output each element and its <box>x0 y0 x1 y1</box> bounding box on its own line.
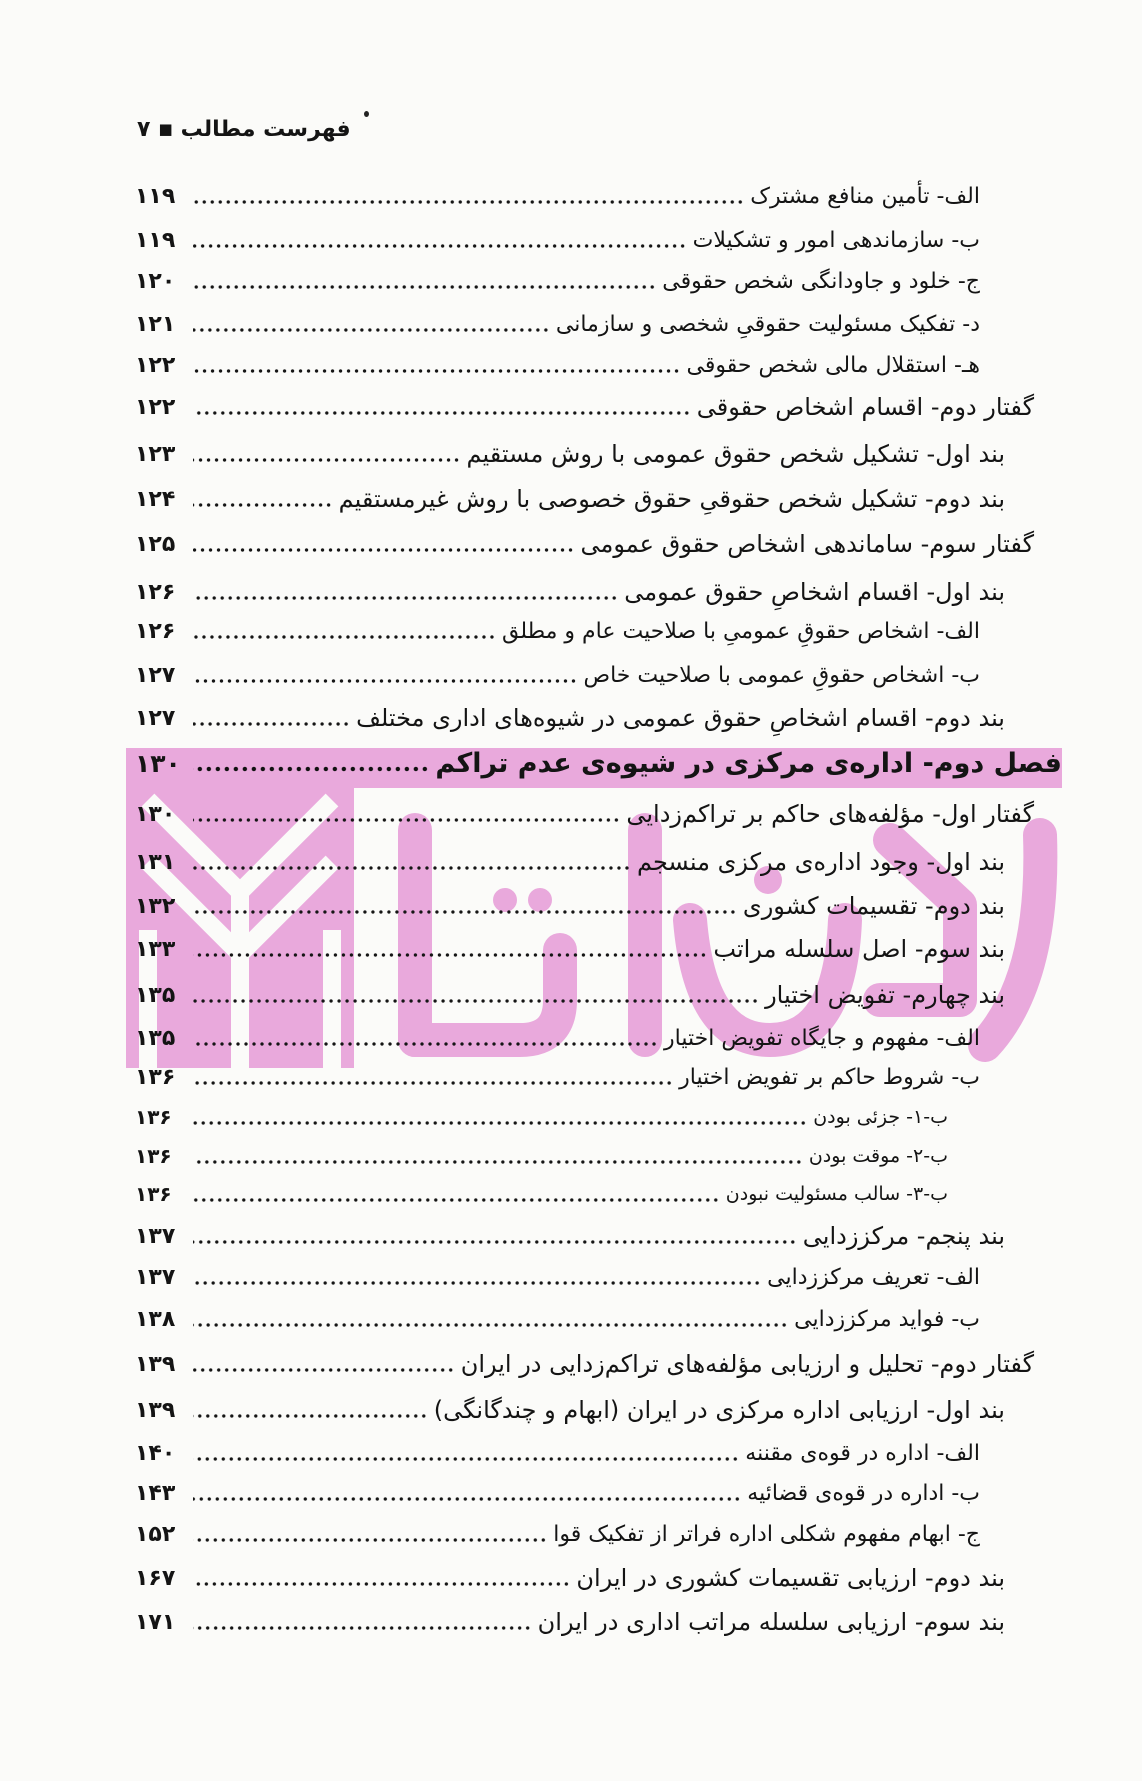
toc-entry-page: ۱۳۱ <box>135 849 176 875</box>
toc-entry-title: بند دوم- ارزیابی تقسیمات کشوری در ایران <box>576 1564 1005 1592</box>
toc-entry-page: ۱۲۰ <box>135 268 176 294</box>
toc-entry <box>135 794 1034 834</box>
toc-entry <box>135 1473 980 1513</box>
toc-entry <box>135 1558 1005 1598</box>
page-number: ۷ <box>137 116 151 142</box>
dot-leader <box>193 1456 739 1462</box>
toc-entry <box>135 1174 948 1214</box>
toc-entry-page: ۱۱۹ <box>135 183 176 209</box>
toc-entry-page: ۱۴۳ <box>135 1480 176 1506</box>
dot-leader <box>193 1280 761 1286</box>
dot-leader <box>193 721 350 727</box>
ink-speck <box>364 111 369 117</box>
toc-entry-title: الف- اداره در قوه‌ی مقننه <box>745 1440 980 1466</box>
toc-entry-page: ۱۲۷ <box>135 705 176 731</box>
toc-entry <box>135 975 1005 1015</box>
toc-entry-title: بند چهارم- تفویض اختیار <box>765 981 1005 1009</box>
toc-entry-page: ۱۳۰ <box>135 748 181 778</box>
dot-leader <box>193 327 550 333</box>
dot-leader <box>193 817 620 823</box>
running-header <box>137 109 351 149</box>
toc-entry <box>135 1257 980 1297</box>
dot-leader <box>193 634 496 640</box>
toc-entry-title: الف- مفهوم و جایگاه تفویض اختیار <box>664 1025 980 1051</box>
dot-leader <box>193 909 737 915</box>
toc-entry-title: الف- تأمین منافع مشترک <box>750 183 980 209</box>
toc-entry-page: ۱۲۷ <box>135 662 176 688</box>
toc-entry <box>135 1390 1005 1430</box>
toc-entry-title: گفتار دوم- تحلیل و ارزیابی مؤلفه‌های تراکم‌زدایی در ایران <box>460 1350 1034 1378</box>
dot-leader <box>193 1625 532 1631</box>
toc-entry-title: ج- خلود و جاودانگی شخص حقوقی <box>662 268 980 294</box>
toc-entry <box>135 1057 980 1097</box>
dot-leader <box>193 1581 570 1587</box>
dot-leader <box>193 1197 720 1203</box>
toc-entry-page: ۱۲۶ <box>135 618 176 644</box>
toc-entry-title: بند دوم- تقسیمات کشوری <box>742 892 1005 920</box>
dot-leader <box>193 952 707 958</box>
toc-entry <box>135 176 980 216</box>
toc-entry-page: ۱۳۷ <box>135 1223 176 1249</box>
dot-leader <box>193 284 656 290</box>
toc-entry-title: ب- سازماندهی امور و تشکیلات <box>692 227 980 253</box>
dot-leader <box>193 368 681 374</box>
running-header-title: فهرست مطالب <box>180 116 351 142</box>
toc-entry-title: الف- اشخاص حقوقِ عمومیِ با صلاحیت عام و مطلق <box>501 618 980 644</box>
toc-entry-title: الف- تعریف مرکززدایی <box>767 1264 980 1290</box>
dot-leader <box>193 1496 741 1502</box>
toc-entry-page: ۱۳۶ <box>135 1064 176 1090</box>
toc-entry <box>135 1344 1034 1384</box>
toc-entry-title: ب- شروط حاکم بر تفویض اختیار <box>679 1064 980 1090</box>
toc-entry-title: ب-۳- سالب مسئولیت نبودن <box>725 1183 948 1205</box>
toc-entry-page: ۱۴۰ <box>135 1440 176 1466</box>
toc-entry <box>135 524 1034 564</box>
toc-entry-page: ۱۲۶ <box>135 579 176 605</box>
toc-entry-page: ۱۲۲ <box>135 394 176 420</box>
toc-entry-title: گفتار دوم- اقسام اشخاص حقوقی <box>696 393 1034 421</box>
toc-entry-title: بند اول- ارزیابی اداره مرکزی در ایران (ابهام و چندگانگی) <box>433 1396 1005 1424</box>
toc-entry <box>135 698 1005 738</box>
toc-entry-title: بند دوم- تشکیل شخص حقوقیِ حقوق خصوصی با روش غیرمستقیم <box>338 485 1005 513</box>
toc-entry-page: ۱۲۱ <box>135 311 176 337</box>
toc-entry <box>135 611 980 651</box>
dot-leader <box>193 678 577 684</box>
toc-entry-title: هـ- استقلال مالی شخص حقوقی <box>686 352 980 378</box>
dot-leader <box>193 547 575 553</box>
toc-entry <box>135 572 1005 612</box>
toc-entry-page: ۱۱۹ <box>135 227 176 253</box>
square-bullet-icon: ■ <box>158 120 173 138</box>
toc-entry <box>135 261 980 301</box>
dot-leader <box>193 998 759 1004</box>
toc-entry-page: ۱۳۶ <box>135 1182 172 1206</box>
toc-entry-page: ۱۲۲ <box>135 352 176 378</box>
toc-entry-page: ۱۳۵ <box>135 982 176 1008</box>
toc-entry-title: ب- اداره در قوه‌ی قضائیه <box>747 1480 980 1506</box>
toc-entry-title: بند سوم- اصل سلسله مراتب <box>713 935 1005 963</box>
toc-entry-title: گفتار اول- مؤلفه‌های حاکم بر تراکم‌زدایی <box>626 800 1034 828</box>
toc-entry-title: بند سوم- ارزیابی سلسله مراتب اداری در ایران <box>537 1608 1005 1636</box>
toc-entry-page: ۱۵۲ <box>135 1521 176 1547</box>
toc-entry-page: ۱۳۹ <box>135 1397 176 1423</box>
toc-entry-title: ج- ابهام مفهوم شکلی اداره فراتر از تفکیک قوا <box>553 1521 980 1547</box>
toc-entry <box>135 1097 948 1137</box>
dot-leader <box>193 865 631 871</box>
toc-entry-page: ۱۳۲ <box>135 893 176 919</box>
dot-leader <box>193 1239 797 1245</box>
toc-chapter-entry <box>135 743 1062 783</box>
dot-leader <box>193 199 744 205</box>
toc-entry-page: ۱۷۱ <box>135 1609 176 1635</box>
toc-entry <box>135 220 980 260</box>
dot-leader <box>193 1041 658 1047</box>
toc-entry-title: گفتار سوم- ساماندهی اشخاص حقوق عمومی <box>580 530 1034 558</box>
toc-entry-page: ۱۳۶ <box>135 1144 172 1168</box>
toc-entry <box>135 655 980 695</box>
dot-leader <box>193 1080 673 1086</box>
toc-entry <box>135 434 1005 474</box>
dot-leader <box>193 1159 803 1165</box>
dot-leader <box>193 766 429 772</box>
toc-entry-title: فصل دوم- اداره‌ی مرکزی در شیوه‌ی عدم تراکم <box>435 747 1062 779</box>
toc-entry-title: بند پنجم- مرکززدایی <box>802 1222 1005 1250</box>
toc-entry-page: ۱۳۷ <box>135 1264 176 1290</box>
toc-entry-page: ۱۳۳ <box>135 936 176 962</box>
toc-entry <box>135 387 1034 427</box>
toc-entry <box>135 1602 1005 1642</box>
toc-entry-title: بند اول- وجود اداره‌ی مرکزی منسجم <box>636 848 1005 876</box>
toc-entry <box>135 1514 980 1554</box>
dot-leader <box>193 410 691 416</box>
toc-entry <box>135 1136 948 1176</box>
toc-entry <box>135 929 1005 969</box>
toc-entry-title: بند دوم- اقسام اشخاصِ حقوق عمومی در شیوه‌های اداری مختلف <box>356 704 1005 732</box>
toc-entry-title: ب-۱- جزئی بودن <box>813 1106 948 1128</box>
dot-leader <box>193 502 333 508</box>
dot-leader <box>193 595 618 601</box>
toc-entry-page: ۱۲۳ <box>135 441 176 467</box>
toc-entry <box>135 1299 980 1339</box>
toc-entry-page: ۱۲۵ <box>135 531 176 557</box>
toc-entry-title: ب-۲- موقت بودن <box>808 1145 948 1167</box>
toc-entry-page: ۱۳۸ <box>135 1306 176 1332</box>
dot-leader <box>193 1367 455 1373</box>
dot-leader <box>193 243 687 249</box>
toc-entry <box>135 345 980 385</box>
dot-leader <box>193 457 461 463</box>
toc-entry-title: د- تفکیک مسئولیت حقوقیِ شخصی و سازمانی <box>555 311 980 337</box>
toc-entry <box>135 1433 980 1473</box>
toc-entry <box>135 304 980 344</box>
toc-entry-page: ۱۲۴ <box>135 486 176 512</box>
toc-entry-page: ۱۶۷ <box>135 1565 176 1591</box>
toc-entry <box>135 1216 1005 1256</box>
toc-entry-page: ۱۳۵ <box>135 1025 176 1051</box>
toc-entry-title: بند اول- اقسام اشخاصِ حقوق عمومی <box>624 578 1005 606</box>
toc-entry-title: بند اول- تشکیل شخص حقوق عمومی با روش مستقیم <box>466 440 1005 468</box>
toc-entry-title: ب- اشخاص حقوقِ عمومی با صلاحیت خاص <box>583 662 980 688</box>
toc-entry <box>135 842 1005 882</box>
dot-leader <box>193 1322 788 1328</box>
toc-entry <box>135 1018 980 1058</box>
dot-leader <box>193 1537 547 1543</box>
toc-entry-title: ب- فواید مرکززدایی <box>794 1306 980 1332</box>
toc-entry-page: ۱۳۹ <box>135 1351 176 1377</box>
dot-leader <box>193 1413 428 1419</box>
toc-entry <box>135 479 1005 519</box>
toc-entry-page: ۱۳۰ <box>135 801 176 827</box>
dot-leader <box>193 1120 807 1126</box>
toc-entry-page: ۱۳۶ <box>135 1105 172 1129</box>
toc-entry <box>135 886 1005 926</box>
